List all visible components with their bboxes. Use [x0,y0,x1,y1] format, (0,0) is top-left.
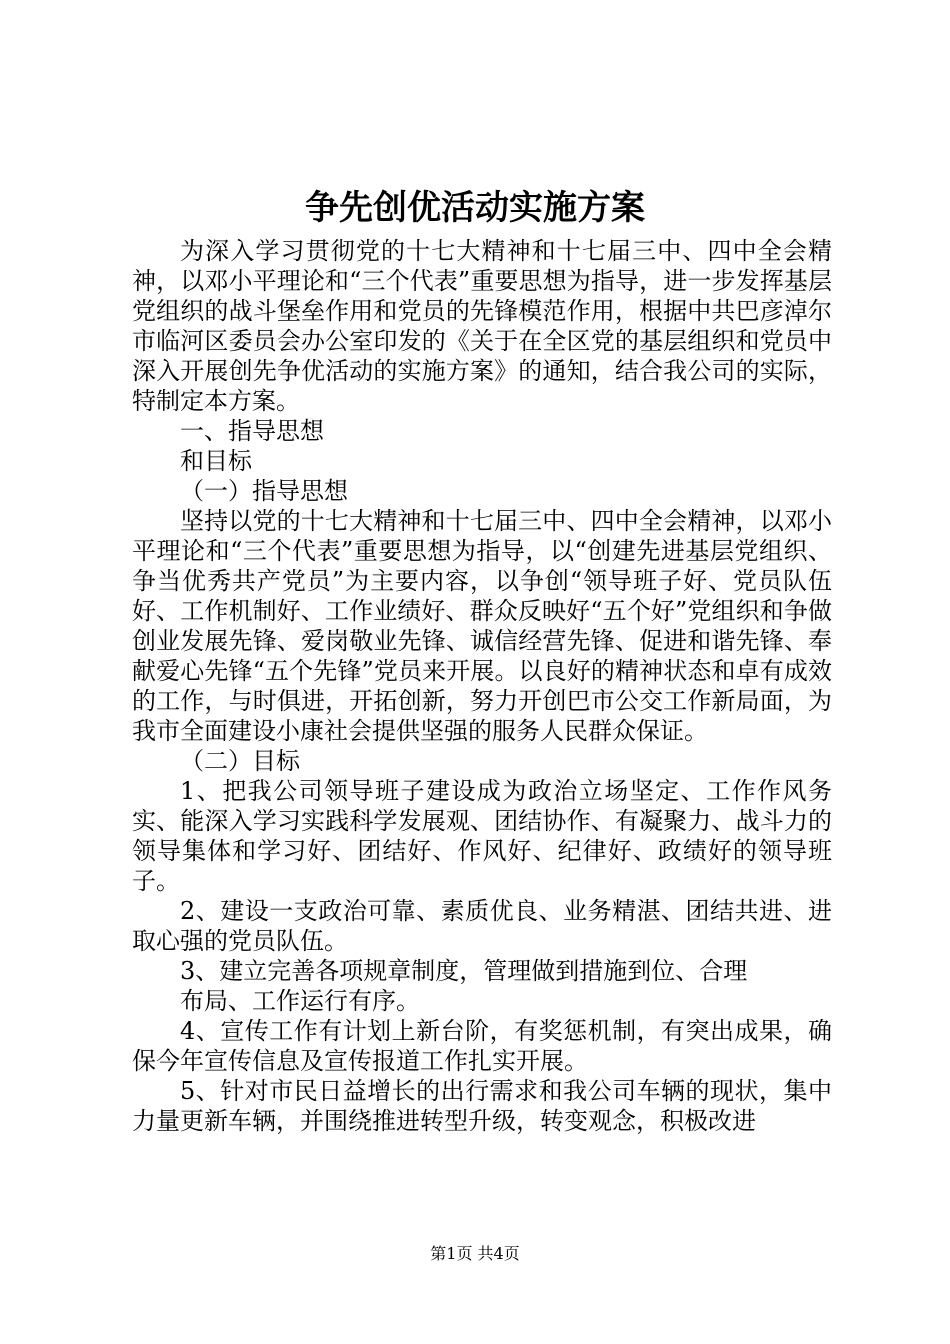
goal-item-3-continuation: 布局、工作运行有序。 [180,987,420,1015]
section-heading-guiding: 一、指导思想 [180,417,324,445]
page-title: 争先创优活动实施方案 [305,188,645,228]
goal-item-4: 4、宣传工作有计划上新台阶，有奖惩机制，有突出成果，确保今年宣传信息及宣传报道工作扎实开展。 [132,1017,832,1075]
goal-item-2: 2、建设一支政治可靠、素质优良、业务精湛、团结共进、进取心强的党员队伍。 [132,897,832,955]
section-heading-continuation: 和目标 [180,447,252,475]
intro-paragraph: 为深入学习贯彻党的十七大精神和十七届三中、四中全会精神，以邓小平理论和“三个代表”重要思想为指导，进一步发挥基层党组织的战斗堡垒作用和党员的先锋模范作用，根据中共巴彦淖尔市临河区委员会办公室印发的《关于在全区党的基层组织和党员中深入开展创先争优活动的实施方案》的通知，结合我公司的实际，特制定本方案。 [132,237,832,415]
goal-item-5: 5、针对市民日益增长的出行需求和我公司车辆的现状，集中力量更新车辆，并围绕推进转型升级，转变观念，积极改进 [132,1077,832,1135]
document-body [132,236,832,1136]
goal-item-3: 3、建立完善各项规章制度，管理做到措施到位、合理 [180,957,748,985]
goal-item-1: 1、把我公司领导班子建设成为政治立场坚定、工作作风务实、能深入学习实践科学发展观、团结协作、有凝聚力、战斗力的领导集体和学习好、团结好、作风好、纪律好、政绩好的领导班子。 [132,777,832,895]
subsection-heading-goals: （二）目标 [180,747,300,775]
page-number-footer: 第1页 共4页 [430,1244,520,1263]
subsection-heading-guiding-thought: （一）指导思想 [180,477,348,505]
guiding-thought-paragraph: 坚持以党的十七大精神和十七届三中、四中全会精神，以邓小平理论和“三个代表”重要思想为指导，以“创建先进基层党组织、争当优秀共产党员”为主要内容，以争创“领导班子好、党员队伍好、工作机制好、工作业绩好、群众反映好“五个好”党组织和争做创业发展先锋、爱岗敬业先锋、诚信经营先锋、促进和谐先锋、奉献爱心先锋“五个先锋”党员来开展。以良好的精神状态和卓有成效的工作，与时俱进，开拓创新，努力开创巴市公交工作新局面，为我市全面建设小康社会提供坚强的服务人民群众保证。 [132,507,832,745]
